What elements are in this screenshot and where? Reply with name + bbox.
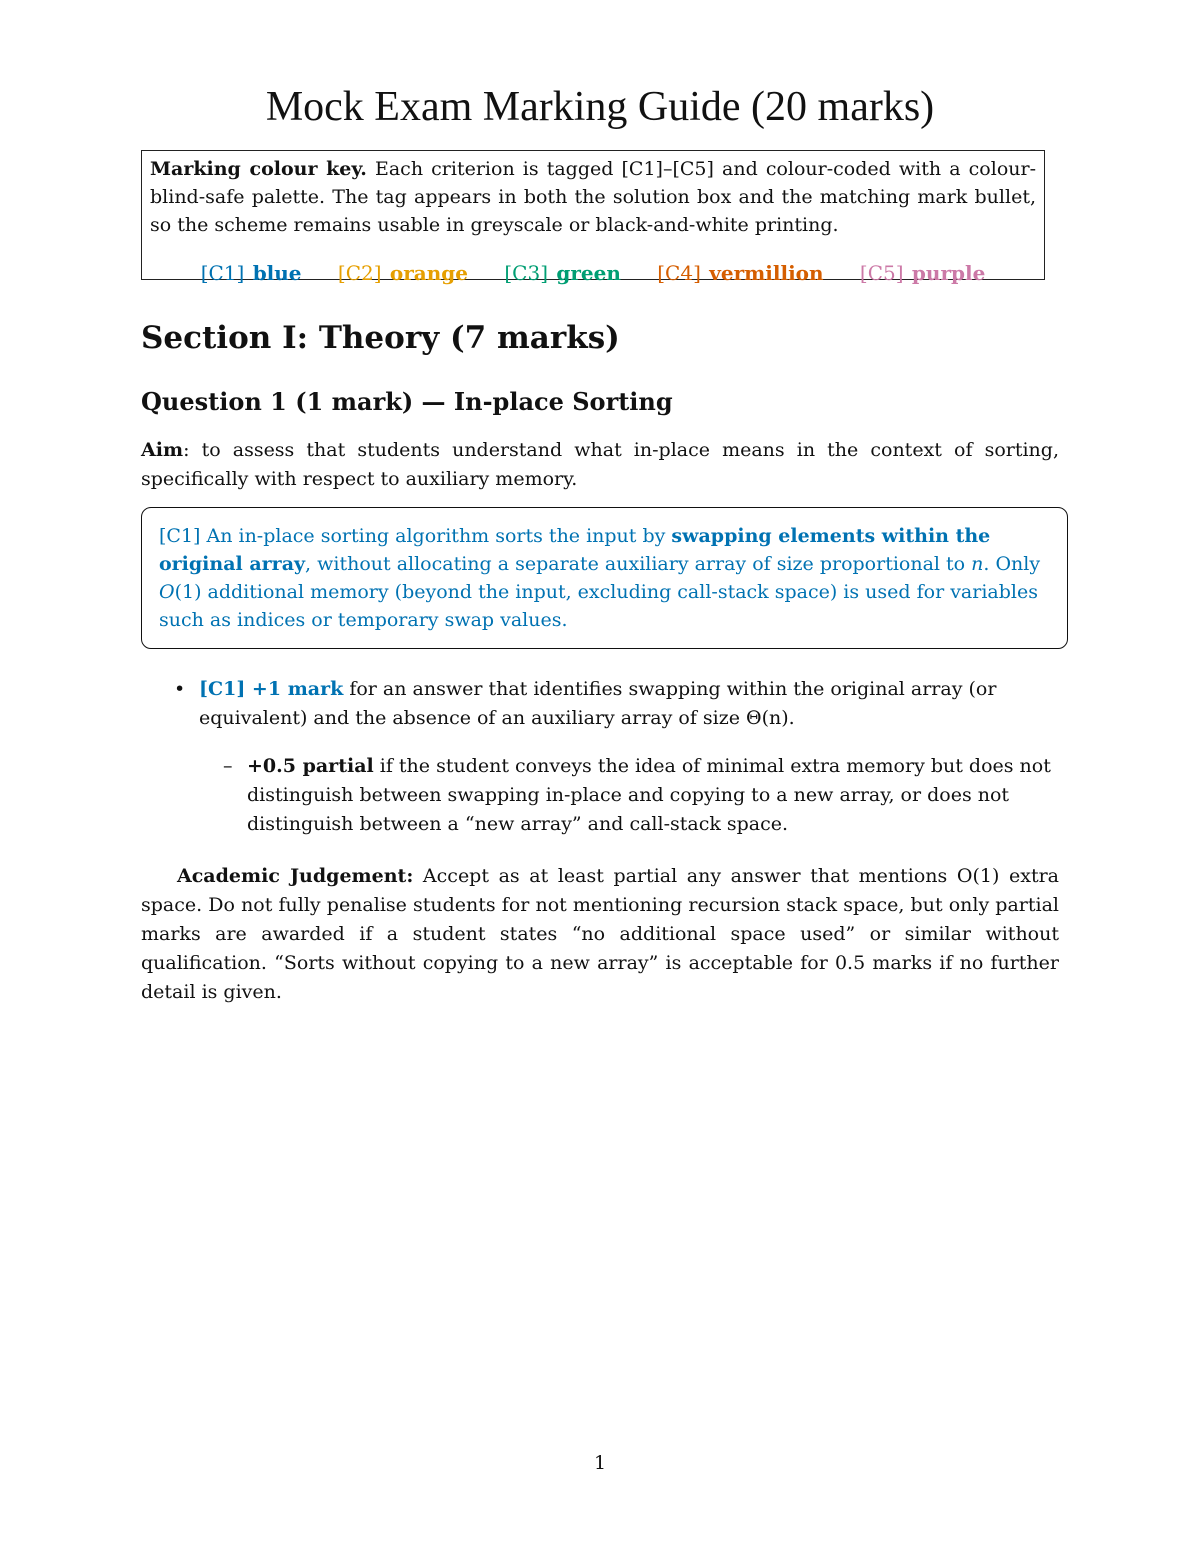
tag-c4: [C4] vermillion: [657, 261, 824, 285]
solution-text-3: . Only: [983, 553, 1041, 575]
mark-bullet-text: for an answer that identifies swapping within the original array (or equivalent) and the absence of an auxiliary array of size Θ(n).: [199, 678, 997, 729]
dash-icon: –: [223, 755, 233, 777]
page-number: 1: [593, 1452, 607, 1474]
judgement-label: Academic Judgement:: [177, 865, 414, 887]
aim-paragraph: [141, 436, 1059, 494]
colour-key-box: [141, 150, 1045, 285]
solution-tag: [C1]: [159, 525, 201, 547]
solution-text-2: , without allocating a separate auxiliary array of size proportional to: [305, 553, 972, 575]
document-title: Mock Exam Marking Guide (20 marks): [265, 84, 935, 131]
judgement-text: Accept as at least partial any answer that mentions O(1) extra space. Do not fully penalise students for not mentioning recursion stack space, but only partial marks are awarded if a student states “no additional space used” or similar without qualification. “Sorts without copying to a new array” is acceptable for 0.5 marks if no further detail is given.: [141, 865, 1059, 1003]
academic-judgement: [141, 862, 1059, 1007]
bullet-icon: •: [174, 678, 186, 700]
colour-key-text: Each criterion is tagged [C1]–[C5] and colour-coded with a colour-blind-safe palette. The tag appears in both the solution box and the matching mark bullet, so the scheme remains usable in greyscale or black-and-white printing.: [150, 158, 1036, 236]
solution-text-4: (1) additional memory (beyond the input, excluding call-stack space) is used for variables such as indices or temporary swap values.: [159, 581, 1038, 631]
aim-text: : to assess that students understand what in-place means in the context of sorting, specifically with respect to auxiliary memory.: [141, 439, 1059, 490]
colour-key-paragraph: [150, 155, 1036, 239]
partial-text: if the student conveys the idea of minimal extra memory but does not distinguish between swapping in-place and copying to a new array, or does not distinguish between a “new array” and call-stack space.: [247, 755, 1051, 835]
solution-text-1: An in-place sorting algorithm sorts the input by: [200, 525, 672, 547]
partial-bullet: [141, 752, 1059, 839]
tag-c1: [C1] blue: [200, 261, 302, 285]
math-variable-n: n: [971, 553, 984, 575]
partial-label: +0.5 partial: [247, 755, 374, 777]
tag-c3: [C3] green: [504, 261, 621, 285]
math-big-o: O: [159, 581, 175, 603]
aim-label: Aim: [141, 439, 184, 461]
colour-key-label: Marking colour key.: [150, 158, 367, 180]
section-heading: Section I: Theory (7 marks): [141, 320, 620, 356]
mark-bullet-c1: [141, 675, 1059, 839]
tag-c2: [C2] orange: [337, 261, 468, 285]
solution-emphasis: swapping elements within the original array: [159, 525, 991, 575]
colour-tags-row: [150, 259, 1036, 287]
question-heading: Question 1 (1 mark) — In-place Sorting: [141, 387, 673, 416]
mark-bullet-tag: [C1] +1 mark: [199, 678, 344, 700]
tag-c5: [C5] purple: [859, 261, 986, 285]
solution-box: [141, 507, 1068, 649]
marking-bullets: [141, 675, 1059, 839]
